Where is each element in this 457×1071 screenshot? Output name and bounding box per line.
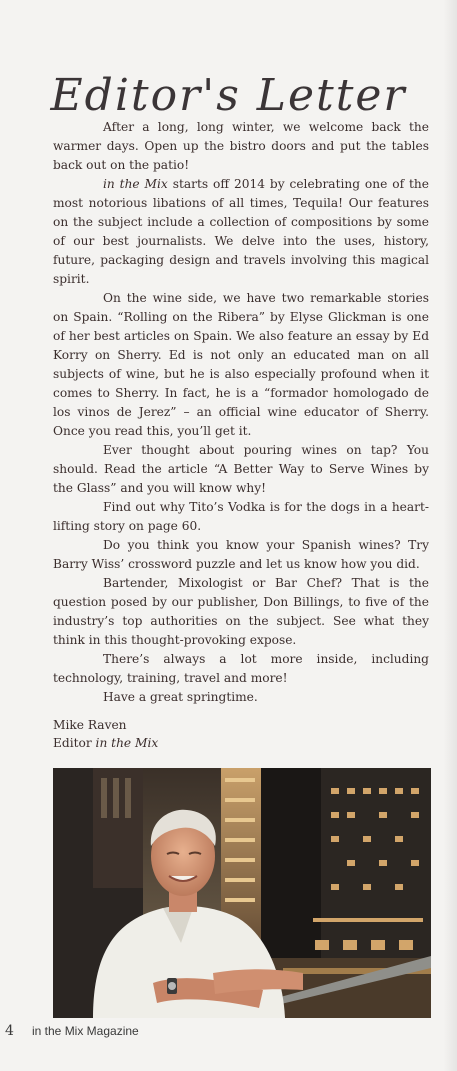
publication-name: in the Mix <box>103 177 168 191</box>
article-paragraph <box>53 118 429 175</box>
article-body <box>53 118 429 707</box>
paragraph-text: On the wine side, we have two remarkable stories on Spain. “Rolling on the Ribera” by Elyse Glickman is one of her best articles on Spain. We also feature an essay by Ed Korry on Sherry. Ed is not only an educated man on all subjects of wine, but he is also especially profound when it comes to Sherry. In fact, he is a “formador homologado de los vinos de Jerez” – an official wine educator of Sherry. Once you read this, you’ll get it. <box>53 291 429 438</box>
paragraph-text: Do you think you know your Spanish wines? Try Barry Wiss’ crossword puzzle and let us know how you did. <box>53 538 429 571</box>
signature-name: Mike Raven <box>53 718 127 732</box>
paragraph-text: Find out why Tito’s Vodka is for the dogs in a heart-lifting story on page 60. <box>53 500 429 533</box>
paragraph-text: Bartender, Mixologist or Bar Chef? That is the question posed by our publisher, Don Billings, to five of the industry’s top authorities on the subject. See what they think in this thought-provoking expose. <box>53 576 429 647</box>
article-paragraph <box>53 441 429 498</box>
page-number: 4 <box>5 1023 14 1039</box>
paragraph-text: There’s always a lot more inside, including technology, training, travel and more! <box>53 652 429 685</box>
editor-photo <box>53 768 431 1018</box>
article-paragraph <box>53 650 429 688</box>
magazine-name: in the Mix Magazine <box>32 1024 139 1038</box>
paragraph-text: Ever thought about pouring wines on tap? You should. Read the article “A Better Way to Serve Wines by the Glass” and you will know why! <box>53 443 429 495</box>
signature <box>53 716 158 752</box>
page-edge-shadow <box>443 0 457 1071</box>
signature-role <box>53 734 158 752</box>
signature-role-prefix: Editor <box>53 736 96 750</box>
article-paragraph <box>53 289 429 441</box>
signature-role-publication: in the Mix <box>95 736 159 750</box>
paragraph-text: Have a great springtime. <box>103 690 258 704</box>
paragraph-text: starts off 2014 by celebrating one of the most notorious libations of all times, Tequila! Our features on the subject include a collection of compositions by some of our best journalists. We delve into the uses, history, future, packaging design and travels involving this magical spirit. <box>53 177 429 286</box>
article-paragraph <box>53 536 429 574</box>
page-footer <box>0 1020 457 1042</box>
editor-photo-illustration <box>53 768 431 1018</box>
article-paragraph <box>53 688 429 707</box>
paragraph-text: After a long, long winter, we welcome back the warmer days. Open up the bistro doors and put the tables back out on the patio! <box>53 120 429 172</box>
article-paragraph <box>53 498 429 536</box>
article-paragraph <box>53 574 429 650</box>
page-title-text: Editor's Letter <box>50 70 407 122</box>
article-paragraph <box>53 175 429 289</box>
